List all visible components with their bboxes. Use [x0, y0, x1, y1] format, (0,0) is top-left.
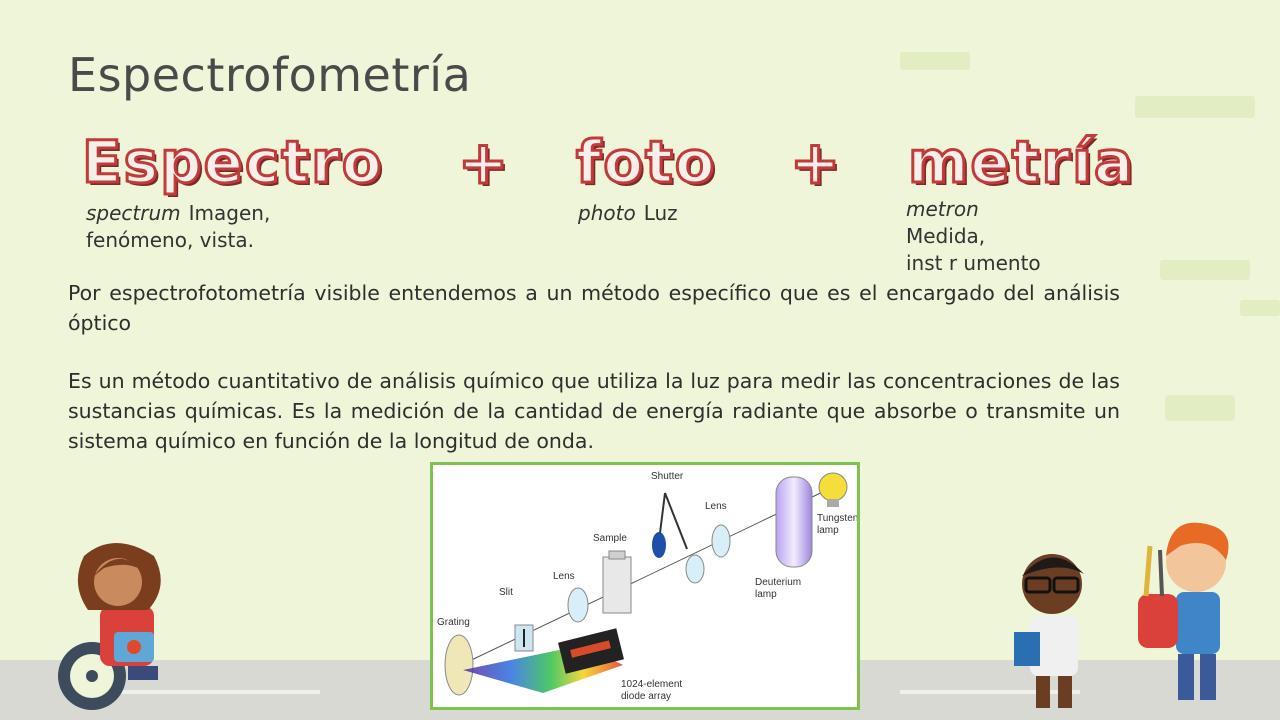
label-grating: Grating	[437, 617, 470, 628]
gloss-photo-term: photo	[578, 201, 636, 225]
gloss-metron	[906, 196, 1041, 277]
label-deuterium: Deuterium	[755, 577, 802, 588]
label-sample: Sample	[593, 533, 627, 544]
gloss-spectrum-term: spectrum	[86, 201, 181, 225]
word-foto: foto	[576, 128, 717, 196]
spectrophotometer-diagram	[430, 462, 860, 710]
bg-stripe	[1135, 96, 1255, 118]
child-wheelchair-illustration	[44, 536, 194, 716]
paragraph-description: Es un método cuantitativo de análisis químico que utiliza la luz para medir las concentraciones de las sustancias químicas. Es la medición de la cantidad de energía radiante que absorbe o transmite un sistema químico en función de la longitud de onda.	[68, 369, 1120, 453]
paragraph-definition: Por espectrofotometría visible entendemos a un método específico que es el encargado del análisis óptico	[68, 281, 1120, 335]
word-metria: metría	[908, 128, 1136, 196]
label-tungsten: Tungsten	[817, 513, 857, 524]
plus-sign-1: +	[458, 128, 511, 198]
bg-stripe	[1240, 300, 1280, 316]
gloss-spectrum	[86, 200, 346, 254]
gloss-metron-meaning-1: Medida,	[906, 224, 986, 248]
word-espectro: Espectro	[82, 128, 384, 196]
label-shutter: Shutter	[651, 471, 684, 482]
kids-illustration	[1000, 516, 1250, 716]
label-slit: Slit	[499, 587, 513, 598]
label-lens-mid: Lens	[553, 571, 575, 582]
gloss-photo	[578, 200, 678, 227]
label-diode-2: diode array	[621, 691, 672, 702]
gloss-metron-meaning-2: inst r umento	[906, 251, 1041, 275]
gloss-spectrum-meaning: Imagen, fenómeno, vista.	[86, 201, 271, 252]
label-lamp-1: lamp	[817, 525, 839, 536]
bg-stripe	[1160, 260, 1250, 280]
gloss-photo-meaning: Luz	[643, 201, 678, 225]
label-lamp-2: lamp	[755, 589, 777, 600]
bg-stripe	[900, 52, 970, 70]
label-lens-top: Lens	[705, 501, 727, 512]
label-diode-1: 1024-element	[621, 679, 683, 690]
plus-sign-2: +	[790, 128, 843, 198]
gloss-metron-term: metron	[906, 197, 979, 221]
page-title: Espectrofometría	[68, 48, 472, 102]
bg-stripe	[1165, 395, 1235, 421]
